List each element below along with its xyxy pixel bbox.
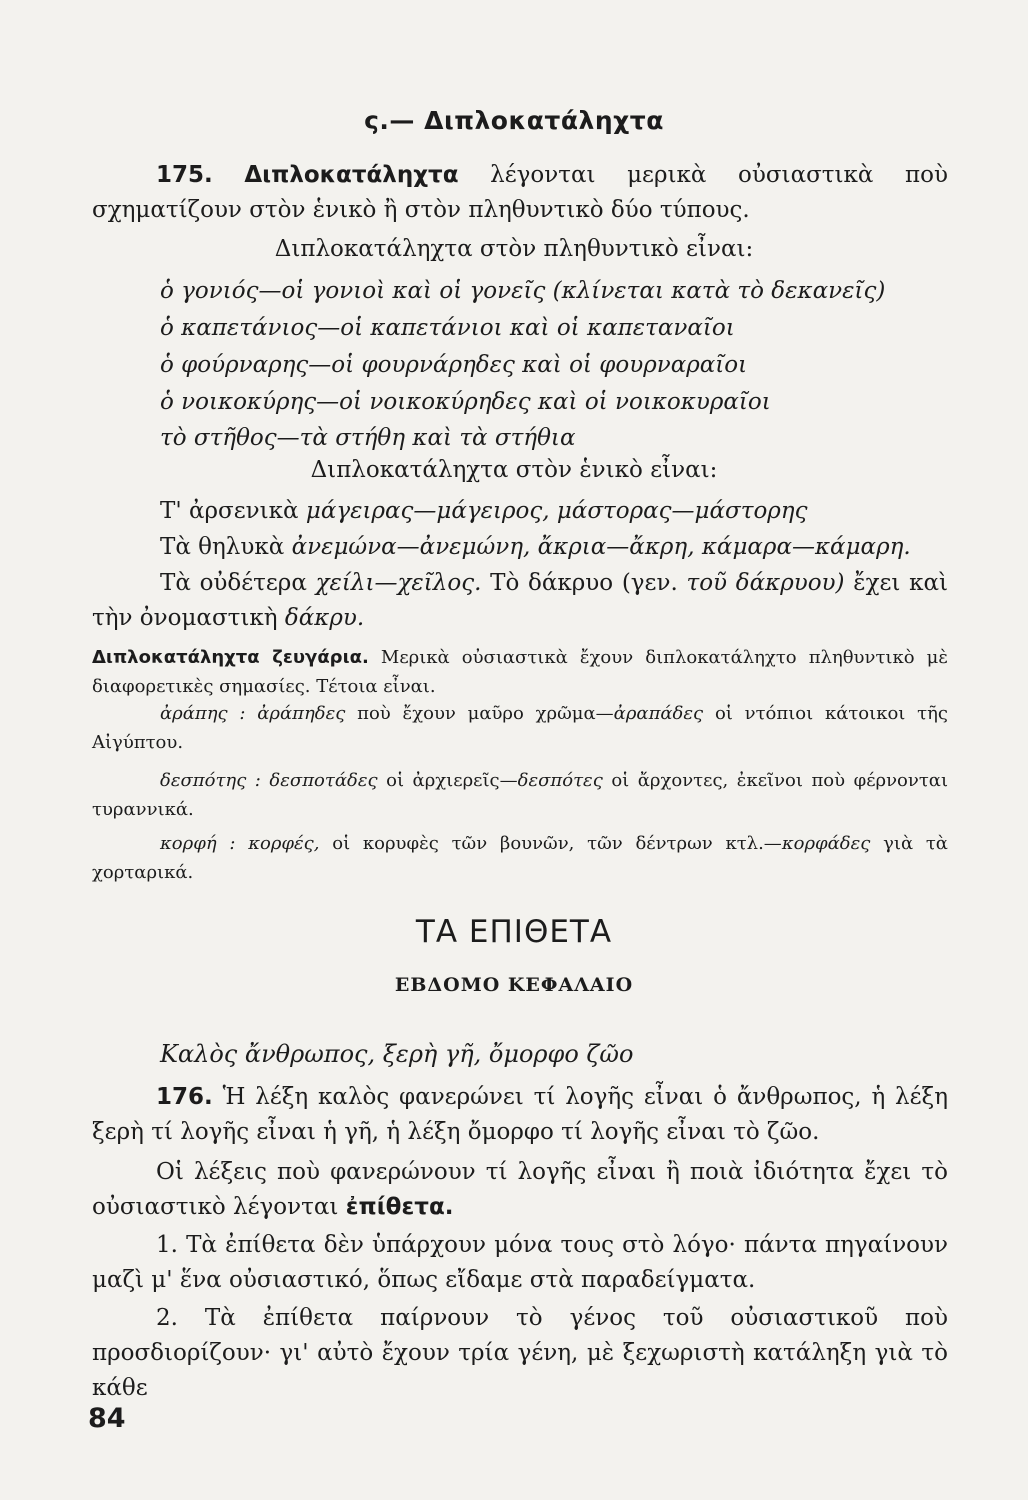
example-neuter: χείλι—χεῖλος. <box>315 570 482 596</box>
plural-example: ὁ γονιός—οἱ γονιοὶ καὶ οἱ γονεῖς (κλίνεται κατὰ τὸ δεκανεῖς) <box>160 278 886 304</box>
paragraph-text: λέγονται μερικὰ οὐσιαστικὰ ποὺ σχηματίζουν στὸν ἑνικὸ ἢ στὸν πληθυντικὸ δύο τύπους. <box>92 162 948 223</box>
rule-item-2: 2. Τὰ ἐπίθετα παίρνουν τὸ γένος τοῦ οὐσιαστικοῦ ποὺ προσδιορίζουν· γι' αὐτὸ ἔχουν τρία γένη, μὲ ξεχωριστὴ κατάληξη γιὰ τὸ κάθε <box>92 1305 948 1401</box>
pair-meaning-b: γιὰ τὰ χορταρικά. <box>92 833 948 883</box>
term-bold: Διπλοκατάληχτα <box>244 162 459 188</box>
pair-form-a: ἀράπηδες <box>257 703 346 724</box>
definition-text: Οἱ λέξεις ποὺ φανερώνουν τί λογῆς εἶναι ἢ ποιὰ ἰδιότητα ἔχει τὸ οὐσιαστικὸ λέγονται <box>92 1159 948 1220</box>
pair-headword: ἀράπης : <box>160 703 246 724</box>
pair-meaning-b: οἱ ἄρχοντες, ἐκεῖνοι ποὺ φέρνονται τυραννικά. <box>92 770 949 820</box>
label-neuter: Τὰ οὐδέτερα <box>160 570 307 596</box>
label-feminine: Τὰ θηλυκὰ <box>160 534 285 560</box>
paragraph-text: Ἡ λέξη καλὸς φανερώνει τί λογῆς εἶναι ὁ ἄνθρωπος, ἡ λέξη ξερὴ τί λογῆς εἶναι ἡ γῆ, ἡ λέξη ὄμορφο τί λογῆς εἶναι τὸ ζῶο. <box>92 1084 949 1145</box>
pair-item <box>92 829 948 887</box>
label-masculine: Τ' ἀρσενικὰ <box>160 498 299 524</box>
section-subtitle: Καλὸς ἄνθρωπος, ξερὴ γῆ, ὄμορφο ζῶο <box>160 1040 634 1068</box>
pairs-term: Διπλοκατάληχτα ζευγάρια. <box>92 647 369 668</box>
pair-meaning-b: οἱ ντόπιοι κάτοικοι τῆς Αἰγύπτου. <box>92 703 948 753</box>
pair-meaning-a: ποὺ ἔχουν μαῦρο χρῶμα— <box>357 703 614 724</box>
plural-example: τὸ στῆθος—τὰ στήθη καὶ τὰ στήθια <box>160 425 576 451</box>
pair-form-a: δεσποτάδες <box>269 770 378 791</box>
singular-neuter <box>92 566 948 636</box>
section-heading: ς.— Διπλοκατάληχτα <box>364 106 664 135</box>
pair-form-b: κορφάδες <box>781 833 871 854</box>
pair-form-b: ἀραπάδες <box>613 703 704 724</box>
plural-heading: Διπλοκατάληχτα στὸν πληθυντικὸ εἶναι: <box>274 236 754 262</box>
page-number: 84 <box>88 1403 126 1434</box>
paragraph-175 <box>92 158 948 228</box>
paragraph-number: 176. <box>156 1084 213 1110</box>
pair-item <box>92 766 948 824</box>
term-bold: ἐπίθετα. <box>345 1194 454 1220</box>
chapter-subtitle: ΕΒΔΟΜΟ ΚΕΦΑΛΑΙΟ <box>394 974 634 996</box>
paragraph-number: 175. <box>156 162 213 188</box>
pairs-text: Μερικὰ οὐσιαστικὰ ἔχουν διπλοκατάληχτο πληθυντικὸ μὲ διαφορετικὲς σημασίες. Τέτοια εἶναι. <box>92 647 948 697</box>
plural-example: ὁ φούρναρης—οἱ φουρνάρηδες καὶ οἱ φουρναραῖοι <box>160 352 748 378</box>
pairs-paragraph <box>92 643 948 701</box>
pair-meaning-a: οἱ κορυφὲς τῶν βουνῶν, τῶν δέντρων κτλ.— <box>332 833 782 854</box>
pair-form-b: δεσπότες <box>517 770 603 791</box>
pair-headword: κορφή : <box>160 833 236 854</box>
singular-masculine <box>160 494 960 529</box>
plural-example: ὁ καπετάνιος—οἱ καπετάνιοι καὶ οἱ καπεταναῖοι <box>160 315 735 341</box>
rule-item-1: 1. Τὰ ἐπίθετα δὲν ὑπάρχουν μόνα τους στὸ λόγο· πάντα πηγαίνουν μαζὶ μ' ἕνα οὐσιαστικό, ὅπως εἴδαμε στὰ παραδείγματα. <box>92 1232 948 1293</box>
pair-form-a: κορφές, <box>248 833 320 854</box>
examples-feminine: ἀνεμώνα—ἀνεμώνη, ἄκρια—ἄκρη, κάμαρα—κάμαρη. <box>291 534 911 560</box>
neuter-nominative: δάκρυ. <box>284 605 365 631</box>
neuter-genitive: τοῦ δάκρυου) <box>686 570 845 596</box>
paragraph-definition <box>92 1155 948 1225</box>
examples-masculine: μάγειρας—μάγειρος, μάστορας—μάστορης <box>305 498 808 524</box>
pair-item <box>92 699 948 757</box>
chapter-title: ΤΑ ΕΠΙΘΕΤΑ <box>415 914 613 950</box>
pair-headword: δεσπότης : <box>160 770 261 791</box>
neuter-note: Τὸ δάκρυο (γεν. <box>490 570 678 596</box>
pair-meaning-a: οἱ ἀρχιερεῖς— <box>386 770 518 791</box>
neuter-note-cont: ἔχει καὶ τὴν ὀνομαστικὴ <box>92 570 949 631</box>
singular-feminine <box>160 530 960 565</box>
singular-heading: Διπλοκατάληχτα στὸν ἑνικὸ εἶναι: <box>310 457 718 483</box>
paragraph-176 <box>92 1080 948 1150</box>
plural-example: ὁ νοικοκύρης—οἱ νοικοκύρηδες καὶ οἱ νοικοκυραῖοι <box>160 389 771 415</box>
